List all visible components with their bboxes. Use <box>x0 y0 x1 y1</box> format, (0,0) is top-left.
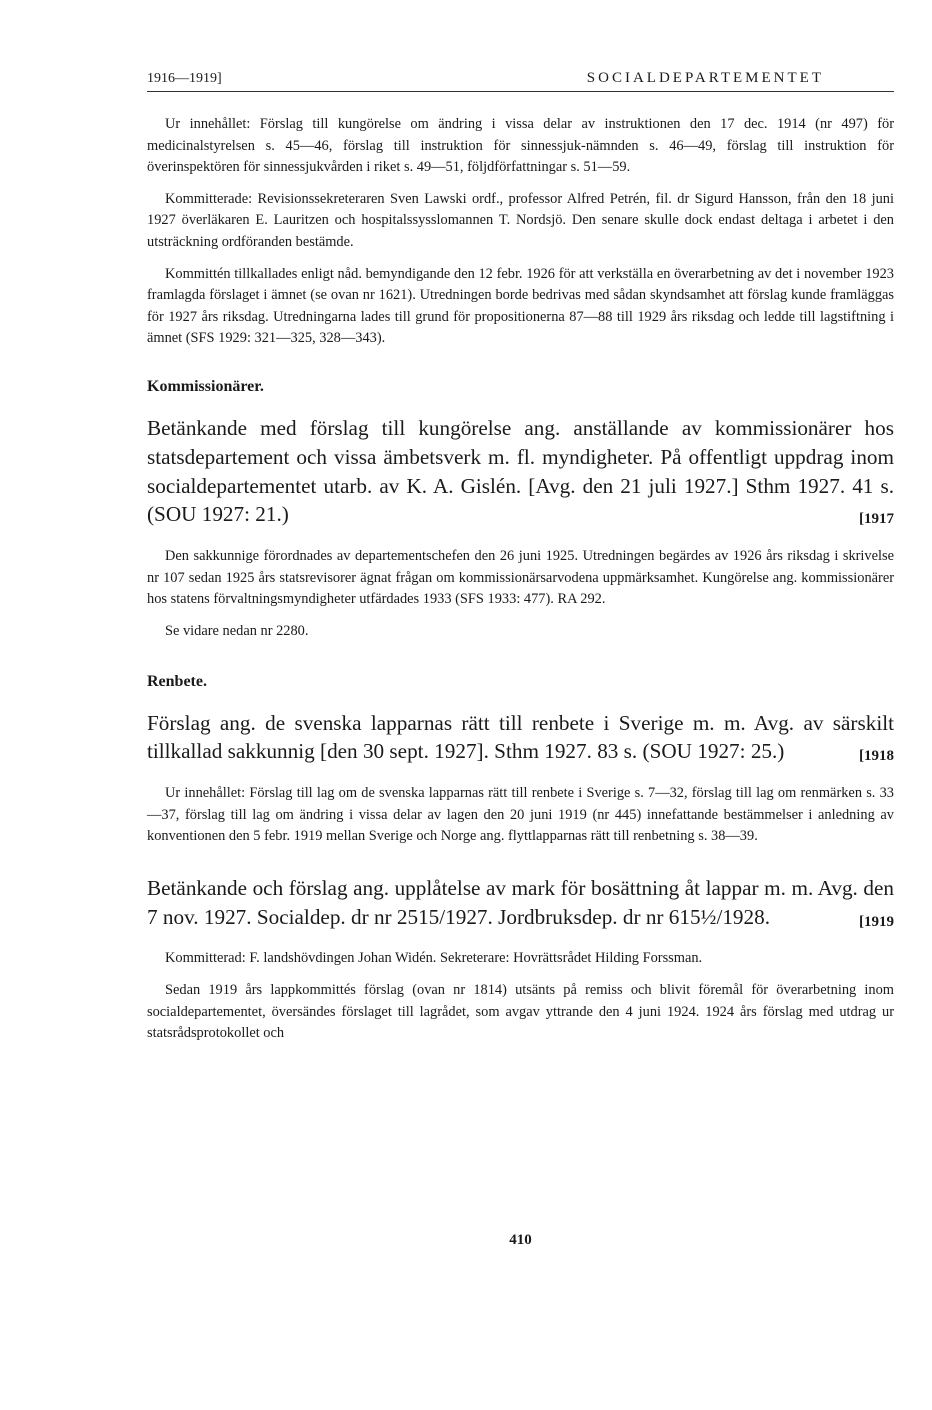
entry-1917-body: Den sakkunnige förordnades av departementschefen den 26 juni 1925. Utredningen begärdes av 1926 års riksdag i skrivelse nr 107 sedan 1925 års statsrevisorer ägnat frågan om kommissionärsarvodena uppmärksamhet. Kungörelse ang. kommissionärer hos statens förvaltningsmyndigheter utfärdades 1933 (SFS 1933: 477). RA 292. <box>147 548 894 608</box>
running-header <box>147 70 894 92</box>
section-heading-renbete: Renbete. <box>147 672 207 690</box>
entry-number: [1918 <box>859 748 894 765</box>
document-page <box>147 70 894 1045</box>
entry-title-1917 <box>147 414 894 534</box>
entry-title-text: Betänkande med förslag till kungörelse ang. anställande av kommissionärer hos statsdepartement och vissa ämbetsverk m. fl. myndigheter. På offentligt uppdrag inom socialdepartementet utarb. av K. A. Gislén. [Avg. den 21 juli 1927.] Sthm 1927. 41 s. (SOU 1927: 21.) <box>147 415 894 527</box>
header-years: 1916—1919] <box>147 71 222 86</box>
intro-committee: Kommitterade: Revisionssekreteraren Sven Lawski ordf., professor Alfred Petrén, fil. dr Sigurd Hansson, från den 18 juni 1927 överläkaren E. Lauritzen och hospitalssysslomannen T. Nordsjö. Den senare skulle dock endast deltaga i arbetet i den utsträckning ordföranden bestämde. <box>147 190 894 250</box>
entry-title-text: Betänkande och förslag ang. upplåtelse av mark för bosättning åt lappar m. m. Avg. den 7 nov. 1927. Socialdep. dr nr 2515/1927. Jordbruksdep. dr nr 615½/1928. <box>147 875 894 929</box>
entry-number: [1917 <box>859 511 894 528</box>
intro-contents: Ur innehållet: Förslag till kungörelse om ändring i vissa delar av instruktionen den 17 dec. 1914 (nr 497) för medicinalstyrelsen s. 45—46, förslag till instruktion för sinnessjuk-nämnden s. 46—49, förslag till instruktion för överinspektören för sinnessjukvården i riket s. 49—51, följdförfattningar s. 51—59. <box>147 116 894 176</box>
entry-title-1919 <box>147 874 894 937</box>
entry-1917-crossref: Se vidare nedan nr 2280. <box>165 622 309 639</box>
section-heading-kommissionarer: Kommissionärer. <box>147 377 264 395</box>
intro-history: Kommittén tillkallades enligt nåd. bemyndigande den 12 febr. 1926 för att verkställa en överarbetning av det i november 1923 framlagda förslaget i ämnet (se ovan nr 1621). Utredningen borde bedrivas med sådan skyndsamhet att förslag kunde framläggas för 1927 års riksdag. Utredningarna lades till grund för propositionerna 87—88 till 1929 års riksdag och ledde till lagstiftning i ämnet (SFS 1929: 321—325, 328—343). <box>147 265 894 347</box>
page-number: 410 <box>509 1232 532 1248</box>
entry-1919-body: Sedan 1919 års lappkommittés förslag (ovan nr 1814) utsänts på remiss och blivit föremål för överarbetning inom socialdepartementet, översändes förslaget till lagrådet, som avgav yttrande den 4 juni 1924. 1924 års förslag med utdrag ur statsrådsprotokollet och <box>147 982 894 1042</box>
header-title: SOCIALDEPARTEMENTET <box>586 70 824 86</box>
entry-title-1918 <box>147 709 894 772</box>
entry-number: [1919 <box>859 913 894 930</box>
entry-1918-body: Ur innehållet: Förslag till lag om de svenska lapparnas rätt till renbete i Sverige s. 7—32, förslag till lag om renmärken s. 33—37, förslag till lag om ändring i vissa delar av lagen den 20 juni 1919 (nr 445) innefattande bestämmelser i anledning av konventionen den 5 febr. 1919 mellan Sverige och Norge ang. flyttlapparnas rätt till renbetning s. 38—39. <box>147 785 894 845</box>
entry-1919-committee: Kommitterad: F. landshövdingen Johan Widén. Sekreterare: Hovrättsrådet Hilding Forssman. <box>165 950 703 967</box>
entry-title-text: Förslag ang. de svenska lapparnas rätt till renbete i Sverige m. m. Avg. av särskilt tillkallad sakkunnig [den 30 sept. 1927]. Sthm 1927. 83 s. (SOU 1927: 25.) <box>147 710 894 764</box>
